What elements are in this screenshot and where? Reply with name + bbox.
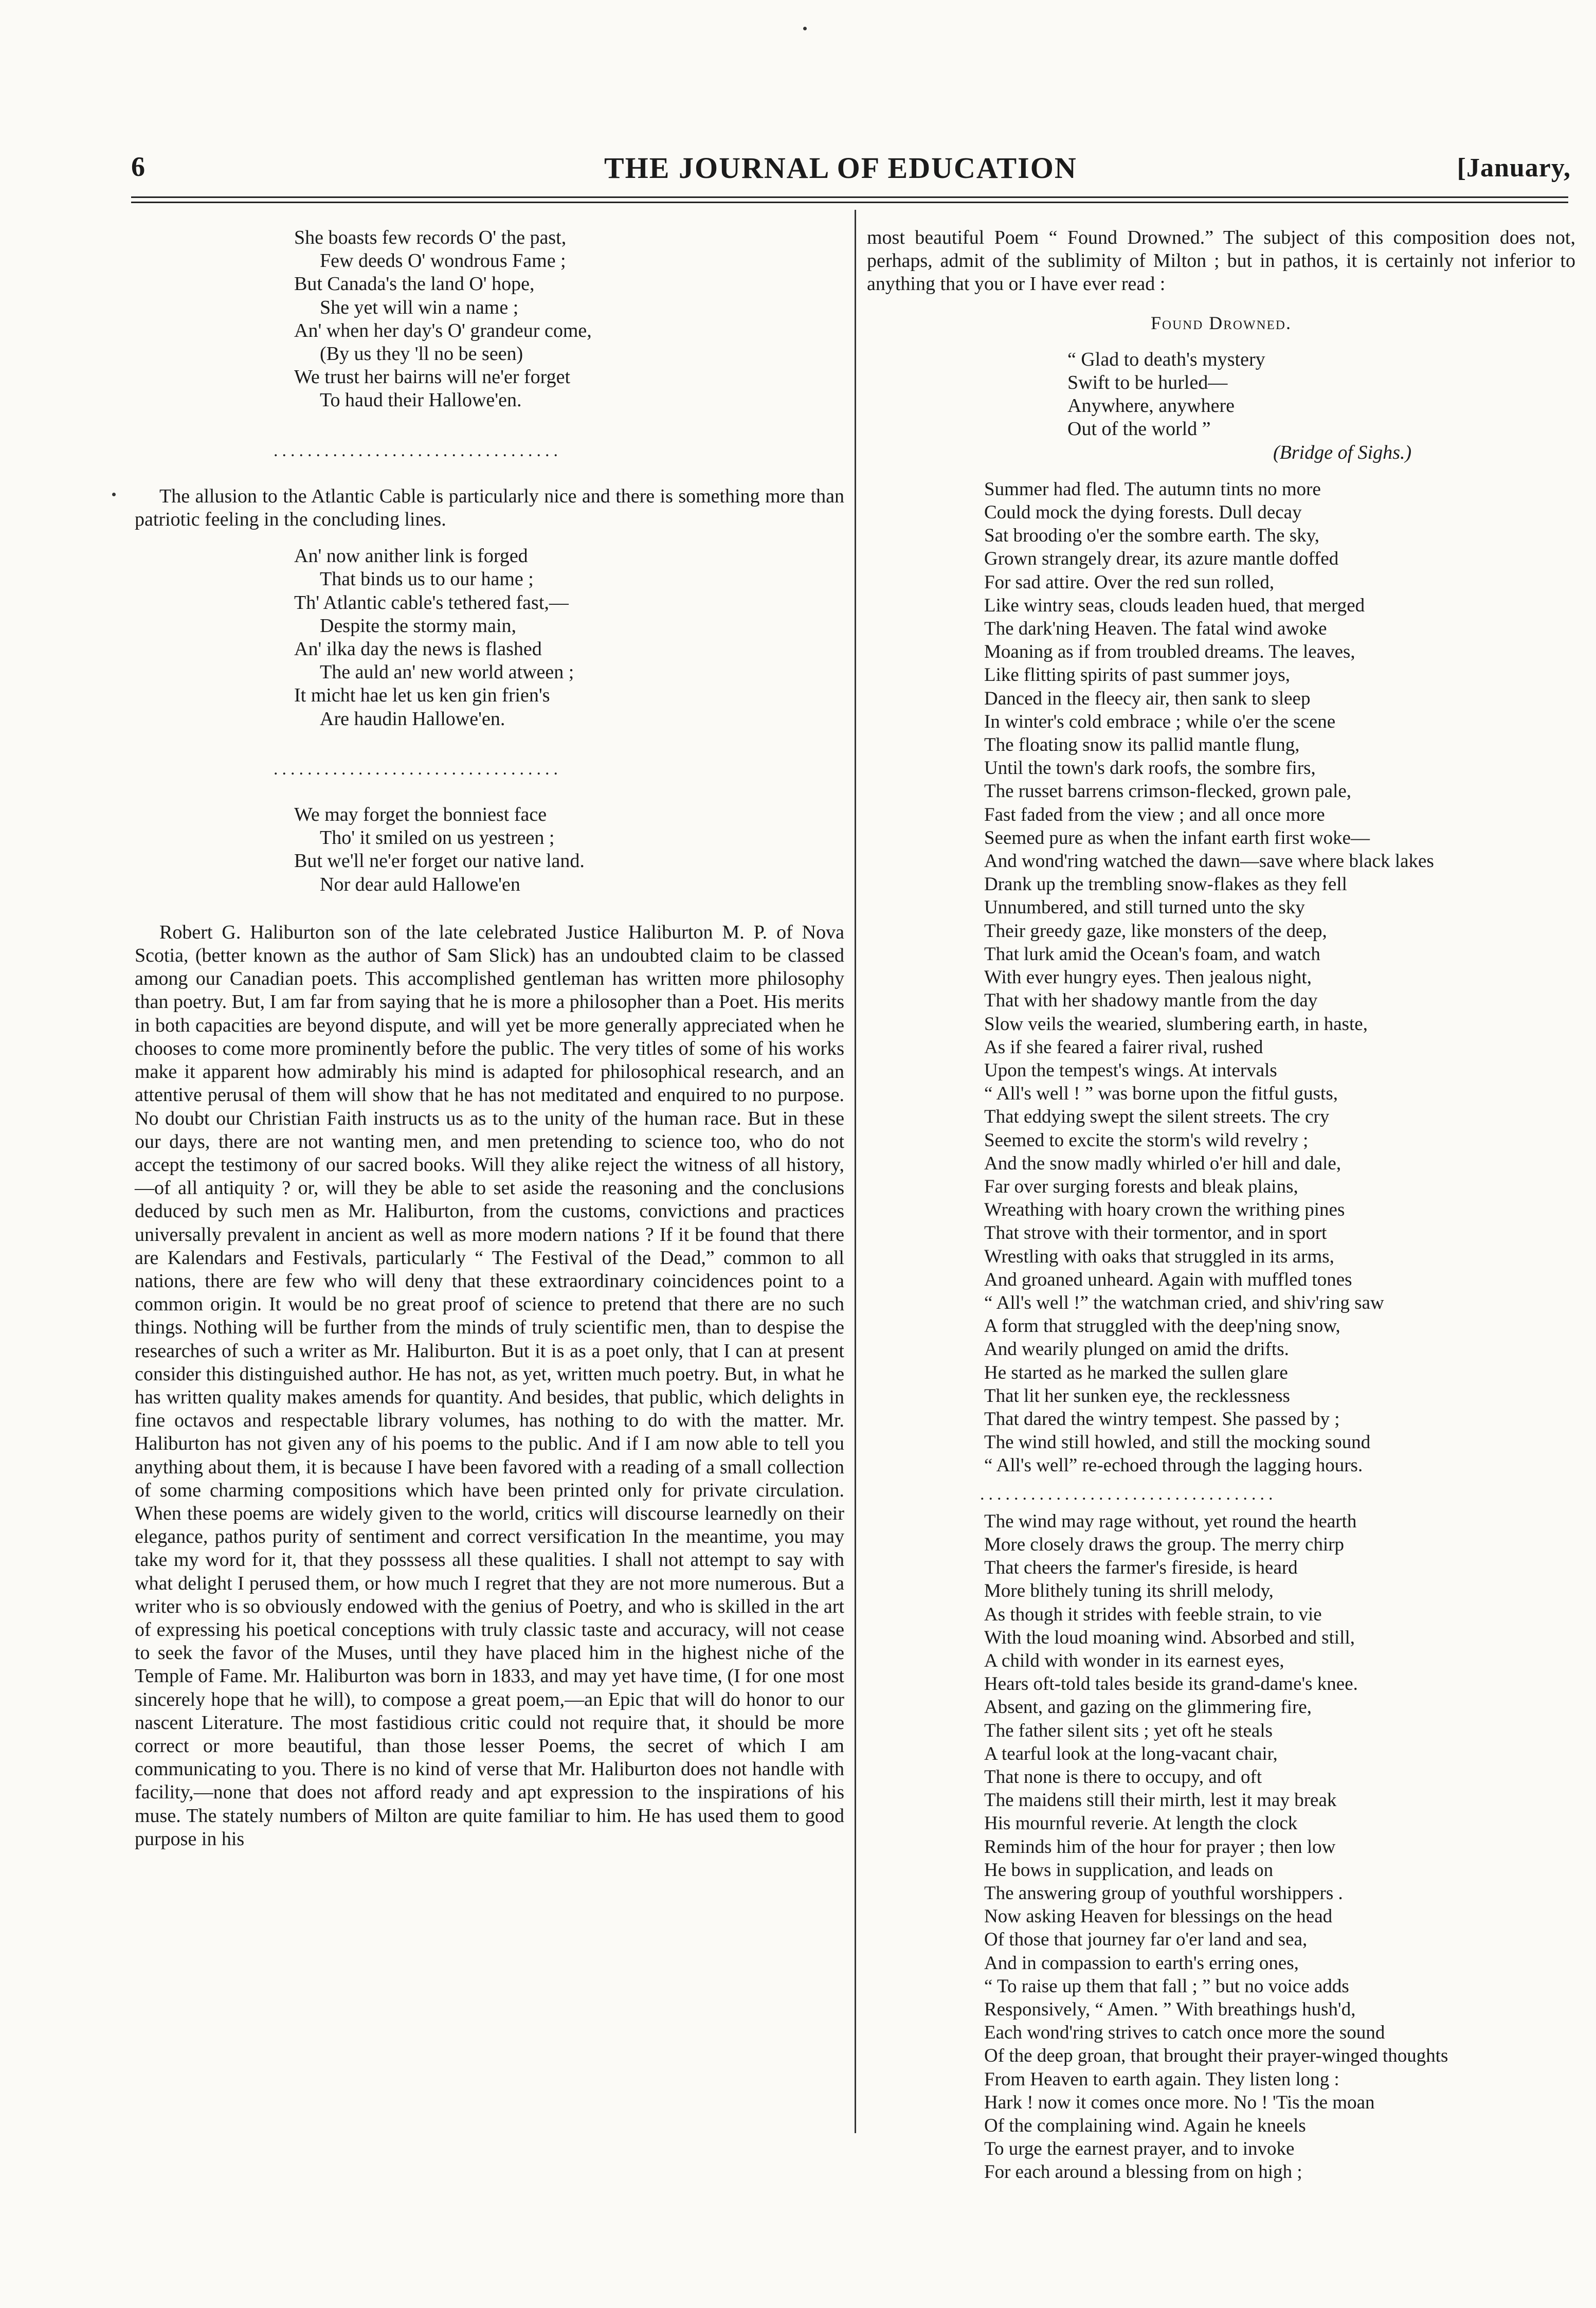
verse-line: But we'll ne'er forget our native land. bbox=[294, 850, 585, 872]
poem-line: The wind still howled, and still the mocking sound bbox=[984, 1432, 1371, 1453]
poem-line: That eddying swept the silent streets. The cry bbox=[984, 1106, 1330, 1128]
poem-line: The answering group of youthful worshippers . bbox=[984, 1883, 1343, 1904]
poem-line: A form that struggled with the deep'ning snow, bbox=[984, 1315, 1340, 1337]
poem-line: In winter's cold embrace ; while o'er the scene bbox=[984, 711, 1336, 732]
verse-line: The auld an' new world atween ; bbox=[320, 661, 574, 683]
poem-line: That lit her sunken eye, the recklessness bbox=[984, 1385, 1290, 1407]
verse-stanza-2 bbox=[135, 545, 844, 731]
poem-line: And wond'ring watched the dawn—save where black lakes bbox=[984, 851, 1434, 872]
poem-line: Unnumbered, and still turned unto the sky bbox=[984, 897, 1305, 918]
poem-line: Sat brooding o'er the sombre earth. The sky, bbox=[984, 525, 1319, 547]
paragraph-text: most beautiful Poem “ Found Drowned.” The subject of this composition does not, perhaps, admit of the sublimity of Milton ; but in pathos, it is certainly not inferior to anything that you or I have ever read : bbox=[867, 227, 1575, 295]
poem-line: Fast faded from the view ; and all once more bbox=[984, 804, 1325, 825]
poem-line: The dark'ning Heaven. The fatal wind awoke bbox=[984, 618, 1327, 640]
poem-line: The floating snow its pallid mantle flung, bbox=[984, 734, 1300, 756]
poem-line: Absent, and gazing on the glimmering fire, bbox=[984, 1697, 1312, 1718]
poem-line: Slow veils the wearied, slumbering earth, in haste, bbox=[984, 1013, 1368, 1035]
poem-line: And the snow madly whirled o'er hill and dale, bbox=[984, 1152, 1341, 1174]
poem-line: For each around a blessing from on high ; bbox=[984, 2161, 1302, 2183]
stray-mark-left bbox=[112, 493, 116, 496]
poem-line: Grown strangely drear, its azure mantle doffed bbox=[984, 548, 1339, 570]
verse-line: Tho' it smiled on us yestreen ; bbox=[320, 827, 555, 849]
journal-title: THE JOURNAL OF EDUCATION bbox=[604, 151, 1077, 185]
verse-line: Despite the stormy main, bbox=[320, 615, 517, 637]
poem-line: Their greedy gaze, like monsters of the deep, bbox=[984, 920, 1327, 942]
poem-line: As though it strides with feeble strain, to vie bbox=[984, 1603, 1322, 1625]
verse-line: That binds us to our hame ; bbox=[320, 568, 534, 590]
poem-line: Seemed to excite the storm's wild revelry ; bbox=[984, 1129, 1309, 1151]
poem-line: Drank up the trembling snow-flakes as they fell bbox=[984, 874, 1347, 895]
poem-line: With ever hungry eyes. Then jealous night, bbox=[984, 967, 1312, 988]
poem-line: For sad attire. Over the red sun rolled, bbox=[984, 571, 1275, 593]
verse-line: (By us they 'll no be seen) bbox=[320, 343, 523, 365]
column-divider bbox=[855, 210, 856, 2133]
poem-stanza-2 bbox=[867, 1510, 1575, 2184]
verse-line: She boasts few records O' the past, bbox=[294, 227, 567, 248]
poem-line: Wrestling with oaks that struggled in its arms, bbox=[984, 1246, 1334, 1267]
poem-line: That dared the wintry tempest. She passed by ; bbox=[984, 1408, 1340, 1430]
poem-line: Of those that journey far o'er land and sea, bbox=[984, 1929, 1308, 1951]
poem-line: Summer had fled. The autumn tints no more bbox=[984, 478, 1321, 500]
verse-line: “ Glad to death's mystery bbox=[1067, 348, 1265, 370]
poem-line: His mournful reverie. At length the clock bbox=[984, 1813, 1298, 1834]
verse-line: Few deeds O' wondrous Fame ; bbox=[320, 250, 566, 272]
poem-line: The wind may rage without, yet round the hearth bbox=[984, 1510, 1357, 1532]
poem-line: Until the town's dark roofs, the sombre firs, bbox=[984, 758, 1316, 779]
poem-line: And groaned unheard. Again with muffled tones bbox=[984, 1269, 1352, 1290]
verse-line: But Canada's the land O' hope, bbox=[294, 273, 535, 295]
verse-line: An' now anither link is forged bbox=[294, 545, 528, 567]
poem-line: And wearily plunged on amid the drifts. bbox=[984, 1339, 1289, 1360]
verse-line: An' when her day's O' grandeur come, bbox=[294, 319, 592, 341]
verse-line: She yet will win a name ; bbox=[320, 296, 519, 318]
verse-line: Nor dear auld Hallowe'en bbox=[320, 873, 520, 895]
poem-line: That strove with their tormentor, and in sport bbox=[984, 1222, 1327, 1244]
haliburton-paragraph bbox=[135, 921, 844, 1851]
poem-title: Found Drowned. bbox=[1151, 312, 1292, 333]
poem-line: With the loud moaning wind. Absorbed and still, bbox=[984, 1627, 1355, 1648]
header-rule-bottom bbox=[131, 202, 1568, 203]
verse-line: We may forget the bonniest face bbox=[294, 804, 547, 826]
verse-line: It micht hae let us ken gin frien's bbox=[294, 684, 550, 707]
poem-intro-paragraph bbox=[867, 226, 1575, 296]
ellipsis-divider: .................................. bbox=[274, 441, 562, 460]
poem-line: Of the complaining wind. Again he kneels bbox=[984, 2115, 1306, 2137]
poem-line: Hark ! now it comes once more. No ! 'Tis the moan bbox=[984, 2091, 1375, 2113]
poem-line: That with her shadowy mantle from the day bbox=[984, 990, 1318, 1012]
poem-line: Each wond'ring strives to catch once more the sound bbox=[984, 2022, 1385, 2044]
poem-line: He started as he marked the sullen glare bbox=[984, 1362, 1288, 1383]
poem-line: From Heaven to earth again. They listen long : bbox=[984, 2068, 1339, 2090]
poem-line: Reminds him of the hour for prayer ; then low bbox=[984, 1836, 1336, 1858]
poem-line: “ All's well !” the watchman cried, and shiv'ring saw bbox=[984, 1292, 1384, 1313]
poem-line: “ All's well ! ” was borne upon the fitful gusts, bbox=[984, 1083, 1338, 1105]
poem-line: Of the deep groan, that brought their prayer-winged thoughts bbox=[984, 2045, 1448, 2067]
verse-line: Swift to be hurled— bbox=[1067, 372, 1228, 394]
poem-line: Upon the tempest's wings. At intervals bbox=[984, 1059, 1277, 1081]
stray-mark-top bbox=[803, 27, 807, 30]
epigraph-source: (Bridge of Sighs.) bbox=[1273, 441, 1412, 463]
poem-line: That none is there to occupy, and oft bbox=[984, 1766, 1262, 1788]
poem-line: Danced in the fleecy air, then sank to sleep bbox=[984, 688, 1311, 709]
poem-line: Seemed pure as when the infant earth first woke— bbox=[984, 827, 1370, 849]
page-number: 6 bbox=[131, 151, 145, 182]
poem-line: The russet barrens crimson-flecked, grown pale, bbox=[984, 781, 1352, 802]
poem-line: And in compassion to earth's erring ones, bbox=[984, 1952, 1299, 1974]
poem-line: More blithely tuning its shrill melody, bbox=[984, 1580, 1274, 1602]
commentary-paragraph bbox=[135, 485, 844, 531]
poem-line: Far over surging forests and bleak plains, bbox=[984, 1176, 1298, 1197]
verse-line: Out of the world ” bbox=[1067, 418, 1211, 440]
poem-epigraph bbox=[867, 348, 1575, 441]
poem-line: A child with wonder in its earnest eyes, bbox=[984, 1650, 1284, 1671]
left-column bbox=[135, 226, 844, 1851]
poem-line: That cheers the farmer's fireside, is heard bbox=[984, 1557, 1298, 1579]
verse-line: Are haudin Hallowe'en. bbox=[320, 708, 505, 730]
poem-line: Responsively, “ Amen. ” With breathings hush'd, bbox=[984, 1999, 1356, 2021]
verse-line: To haud their Hallowe'en. bbox=[320, 389, 522, 411]
poem-line: Like wintry seas, clouds leaden hued, that merged bbox=[984, 594, 1365, 616]
poem-line: As if she feared a fairer rival, rushed bbox=[984, 1036, 1263, 1058]
verse-line: An' ilka day the news is flashed bbox=[294, 638, 542, 660]
verse-stanza-1 bbox=[135, 226, 844, 412]
page-header bbox=[131, 141, 1571, 188]
poem-line: The maidens still their mirth, lest it may break bbox=[984, 1790, 1337, 1811]
poem-line: “ To raise up them that fall ; ” but no voice adds bbox=[984, 1975, 1349, 1997]
poem-line: Moaning as if from troubled dreams. The leaves, bbox=[984, 641, 1355, 663]
ellipsis-divider: ................................... bbox=[980, 1484, 1277, 1504]
poem-line: Now asking Heaven for blessings on the head bbox=[984, 1906, 1333, 1927]
issue-month: [January, bbox=[1457, 153, 1571, 183]
right-column bbox=[867, 226, 1575, 2184]
poem-line: He bows in supplication, and leads on bbox=[984, 1859, 1274, 1881]
ellipsis-divider: .................................. bbox=[274, 759, 562, 779]
poem-line: That lurk amid the Ocean's foam, and watch bbox=[984, 943, 1320, 965]
poem-line: To urge the earnest prayer, and to invoke bbox=[984, 2138, 1295, 2160]
paragraph-text: Robert G. Haliburton son of the late celebrated Justice Haliburton M. P. of Nova Scotia, (better known as the author of Sam Slick) has an undoubted claim to be classed among our Canadian poets. This accomplished gentleman has written more philosophy than poetry. But, I am far from saying that he is more a philosopher than a Poet. His merits in both capacities are beyond dispute, and will yet be more generally appreciated when he chooses to come more prominently before the public. The very titles of some of his works make it apparent how admirably his mind is adapted for philosophical research, and an attentive perusal of them will show that he has not meditated and enquired to no purpose. No doubt our Christian Faith instructs us as to the unity of the human race. But in these our days, there are not wanting men, and men pretending to science too, who do not accept the testimony of our sacred books. Will they alike reject the witness of all history,—of all antiquity ? or, will they be able to set aside the reasoning and the conclusions deduced by such men as Mr. Haliburton, from the customs, convictions and practices universally prevalent in ancient as well as more modern nations ? If it be found that there are Kalendars and Festivals, particularly “ The Festival of the Dead,” common to all nations, there are few who will deny that these extraordinary coincidences point to a common origin. It would be no great proof of science to pretend that there are no such things. Nothing will be further from the minds of truly scientific men, than to despise the researches of such a writer as Mr. Haliburton. But it is as a poet only, that I can at present consider this distinguished author. He has not, as yet, written much poetry. But, in what he has written quality makes amends for quantity. And besides, that public, which delights in fine octavos and respectable library volumes, has nothing to do with the matter. Mr. Haliburton has not given any of his poems to the public. And if I am now able to tell you anything about them, it is because I have been favored with a reading of a small collection of some charming compositions which have been printed only for private circulation. When these poems are widely given to the world, critics will discourse learnedly on their elegance, pathos purity of sentiment and correct versification In the meantime, you may take my word for it, that they posssess all these qualities. I shall not attempt to say with what delight I perused them, or how much I regret that they are not more numerous. But a writer who is so obviously endowed with the genius of Poetry, and who is skilled in the art of expressing his poetical conceptions with truly classic taste and accuracy, will not cease to seek the favor of the Muses, until they have placed him in the highest niche of the Temple of Fame. Mr. Haliburton was born in 1833, and may yet have time, (I for one most sincerely hope that he will), to compose a great poem,—an Epic that will do honor to our nascent Literature. The most fastidious critic could not require that, it should be more correct or more beautiful, than those lesser Poems, the secret of which I am communicating to you. There is no kind of verse that Mr. Haliburton does not handle with facility,—none that does not afford ready and apt expression to the inspirations of his muse. The stately numbers of Milton are quite familiar to him. He has used them to good purpose in his bbox=[135, 921, 844, 1850]
poem-line: Like flitting spirits of past summer joys, bbox=[984, 664, 1291, 686]
paragraph-text: The allusion to the Atlantic Cable is particularly nice and there is something more than patriotic feeling in the concluding lines. bbox=[135, 485, 844, 531]
verse-line: Anywhere, anywhere bbox=[1067, 395, 1235, 417]
header-rule-top bbox=[131, 196, 1568, 198]
poem-line: Wreathing with hoary crown the writhing pines bbox=[984, 1199, 1345, 1221]
poem-line: The father silent sits ; yet oft he steals bbox=[984, 1720, 1273, 1741]
verse-line: We trust her bairns will ne'er forget bbox=[294, 366, 571, 388]
poem-line: “ All's well” re-echoed through the lagging hours. bbox=[984, 1455, 1363, 1476]
poem-line: Could mock the dying forests. Dull decay bbox=[984, 502, 1302, 524]
poem-line: Hears oft-told tales beside its grand-dame's knee. bbox=[984, 1673, 1358, 1695]
poem-stanza-1 bbox=[867, 478, 1575, 1477]
verse-line: Th' Atlantic cable's tethered fast,— bbox=[294, 591, 569, 614]
poem-line: A tearful look at the long-vacant chair, bbox=[984, 1743, 1278, 1764]
verse-stanza-3 bbox=[135, 803, 844, 896]
poem-line: More closely draws the group. The merry chirp bbox=[984, 1534, 1345, 1555]
